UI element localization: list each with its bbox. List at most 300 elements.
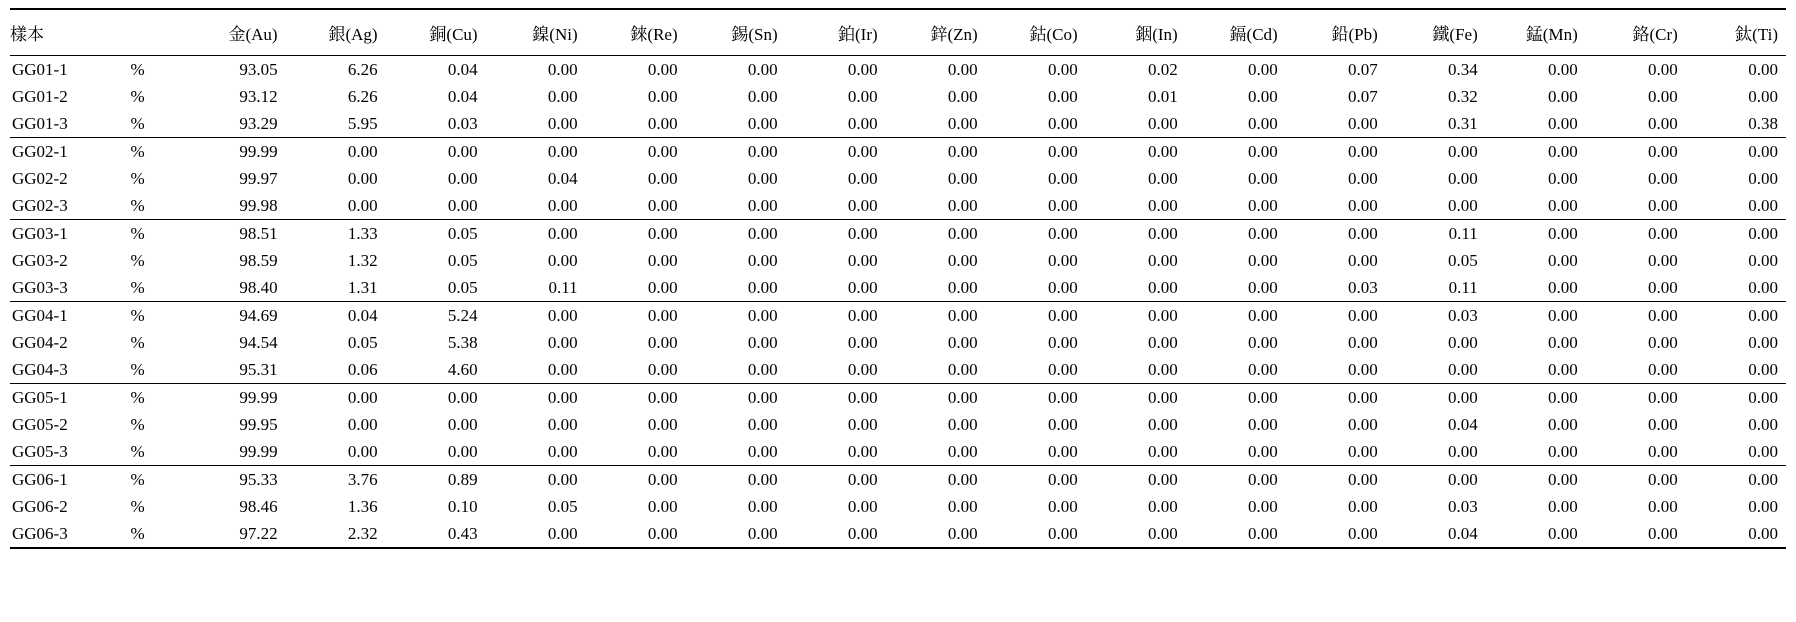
- cell-value: 95.33: [239, 469, 278, 489]
- cell-unit: %: [130, 223, 145, 243]
- cell-value: 0.00: [647, 86, 678, 106]
- cell-value: 0.05: [547, 496, 578, 516]
- cell-value: 0.00: [547, 141, 578, 161]
- cell-value: 0.00: [1347, 168, 1378, 188]
- cell-value: 0.00: [647, 250, 678, 270]
- cell-value: 0.00: [547, 387, 578, 407]
- cell-value: 0.00: [1686, 274, 1786, 302]
- cell-value: 0.00: [586, 274, 686, 302]
- cell-value: 0.00: [1247, 141, 1278, 161]
- cell-value: 98.59: [239, 250, 278, 270]
- cell-value: 0.07: [1347, 59, 1378, 79]
- cell-unit: %: [130, 469, 145, 489]
- cell-value: 0.00: [486, 356, 586, 384]
- cell-value: 0.00: [647, 496, 678, 516]
- cell-value: 0.00: [586, 356, 686, 384]
- cell-value: 99.99: [184, 438, 286, 466]
- cell-value: 0.00: [1448, 469, 1478, 489]
- cell-value: 0.00: [786, 356, 886, 384]
- cell-value: 0.00: [886, 438, 986, 466]
- cell-value: 0.00: [1648, 141, 1678, 161]
- cell-value: 0.00: [447, 168, 478, 188]
- cell-value: 0.00: [1347, 141, 1378, 161]
- cell-value: 0.00: [947, 59, 978, 79]
- cell-sample-id: GG05-2: [12, 414, 68, 434]
- table-row: [10, 493, 1786, 520]
- cell-value: 0.00: [1686, 520, 1786, 548]
- cell-value: 0.00: [1448, 168, 1478, 188]
- cell-sample-id: GG05-1: [12, 387, 68, 407]
- column-header-ag: 銀(Ag): [286, 9, 386, 56]
- cell-value: 0.00: [686, 110, 786, 138]
- cell-value: 0.03: [1448, 496, 1478, 516]
- cell-value: 0.00: [747, 469, 778, 489]
- cell-value: 3.76: [347, 469, 378, 489]
- cell-unit: %: [130, 168, 145, 188]
- cell-sample-id: GG04-2: [12, 332, 68, 352]
- cell-value: 0.00: [586, 110, 686, 138]
- cell-value: 0.00: [647, 387, 678, 407]
- cell-value: 0.00: [647, 168, 678, 188]
- cell-value: 0.00: [1748, 168, 1778, 188]
- cell-value: 0.00: [986, 110, 1086, 138]
- cell-value: 0.00: [1286, 110, 1386, 138]
- cell-sample-id: GG01-3: [10, 110, 130, 138]
- cell-value: 0.00: [1047, 469, 1078, 489]
- table-header: [10, 9, 1786, 56]
- cell-value: 0.00: [747, 168, 778, 188]
- column-header-mn: 錳(Mn): [1486, 9, 1586, 56]
- cell-value: 0.05: [1448, 250, 1478, 270]
- cell-value: 0.00: [1247, 59, 1278, 79]
- cell-value: 0.00: [1086, 274, 1186, 302]
- cell-unit: %: [130, 305, 145, 325]
- table-row: [10, 329, 1786, 356]
- cell-value: 0.00: [847, 387, 878, 407]
- cell-value: 0.00: [686, 438, 786, 466]
- cell-value: 0.00: [1186, 110, 1286, 138]
- cell-value: 0.00: [686, 274, 786, 302]
- cell-value: 0.00: [1648, 223, 1678, 243]
- cell-value: 0.00: [947, 469, 978, 489]
- cell-value: 0.06: [286, 356, 386, 384]
- column-header-cd: 鎘(Cd): [1186, 9, 1286, 56]
- cell-value: 0.00: [1247, 332, 1278, 352]
- cell-value: 0.01: [1147, 86, 1178, 106]
- cell-value: 0.00: [1648, 305, 1678, 325]
- cell-value: 0.00: [647, 223, 678, 243]
- cell-value: 0.00: [1247, 250, 1278, 270]
- table-header-row: [10, 9, 1786, 56]
- table-row: [10, 138, 1786, 166]
- cell-value: 0.00: [1147, 141, 1178, 161]
- cell-value: 0.00: [947, 332, 978, 352]
- composition-table: [10, 8, 1786, 549]
- cell-unit: %: [130, 59, 145, 79]
- cell-value: 0.00: [1548, 469, 1578, 489]
- cell-value: 0.00: [347, 168, 378, 188]
- cell-value: 0.11: [486, 274, 586, 302]
- cell-value: 0.00: [947, 496, 978, 516]
- cell-value: 0.00: [386, 192, 486, 220]
- cell-value: 0.00: [747, 223, 778, 243]
- column-header-pb: 鉛(Pb): [1286, 9, 1386, 56]
- cell-value: 0.00: [847, 141, 878, 161]
- cell-value: 0.00: [1086, 438, 1186, 466]
- cell-value: 0.00: [1586, 356, 1686, 384]
- cell-value: 0.00: [1247, 387, 1278, 407]
- cell-value: 0.00: [1586, 110, 1686, 138]
- cell-value: 0.00: [647, 332, 678, 352]
- cell-value: 0.00: [747, 387, 778, 407]
- cell-value: 0.89: [447, 469, 478, 489]
- cell-sample-id: GG03-2: [12, 250, 68, 270]
- cell-value: 0.00: [447, 141, 478, 161]
- cell-value: 0.00: [1247, 496, 1278, 516]
- cell-unit: %: [130, 141, 145, 161]
- cell-value: 0.38: [1686, 110, 1786, 138]
- cell-value: 0.00: [886, 274, 986, 302]
- cell-value: 0.00: [1047, 223, 1078, 243]
- cell-value: 0.00: [1648, 250, 1678, 270]
- column-header-ni: 鎳(Ni): [486, 9, 586, 56]
- cell-value: 0.00: [1186, 274, 1286, 302]
- cell-value: 0.34: [1448, 59, 1478, 79]
- table-row: [10, 411, 1786, 438]
- cell-value: 0.00: [1147, 332, 1178, 352]
- cell-value: 0.04: [547, 168, 578, 188]
- cell-value: 0.00: [1648, 59, 1678, 79]
- cell-value: 0.00: [1586, 520, 1686, 548]
- cell-value: 0.00: [947, 414, 978, 434]
- cell-value: 0.00: [747, 496, 778, 516]
- cell-value: 0.00: [1548, 305, 1578, 325]
- cell-value: 0.00: [1548, 168, 1578, 188]
- cell-value: 0.00: [586, 438, 686, 466]
- cell-value: 0.00: [747, 250, 778, 270]
- cell-value: 0.00: [886, 356, 986, 384]
- cell-value: 94.69: [239, 305, 278, 325]
- cell-value: 0.00: [1247, 414, 1278, 434]
- cell-value: 0.00: [1548, 414, 1578, 434]
- cell-value: 94.54: [239, 332, 278, 352]
- cell-value: 0.00: [847, 250, 878, 270]
- table-row: [10, 56, 1786, 84]
- column-header-fe: 鐵(Fe): [1386, 9, 1486, 56]
- table-row: [10, 356, 1786, 384]
- cell-value: 1.31: [286, 274, 386, 302]
- cell-value: 0.00: [1548, 59, 1578, 79]
- cell-value: 0.00: [1047, 86, 1078, 106]
- cell-value: 0.00: [1548, 250, 1578, 270]
- cell-value: 0.00: [1147, 387, 1178, 407]
- column-header-cr: 鉻(Cr): [1586, 9, 1686, 56]
- cell-value: 0.00: [1247, 305, 1278, 325]
- cell-value: 0.00: [1648, 86, 1678, 106]
- cell-value: 0.00: [1286, 356, 1386, 384]
- cell-value: 0.00: [647, 414, 678, 434]
- cell-value: 0.00: [747, 332, 778, 352]
- cell-value: 0.00: [1748, 414, 1778, 434]
- cell-value: 0.07: [1347, 86, 1378, 106]
- cell-unit: %: [130, 274, 183, 302]
- cell-value: 0.02: [1147, 59, 1178, 79]
- cell-value: 0.00: [1648, 387, 1678, 407]
- cell-value: 0.00: [947, 168, 978, 188]
- cell-value: 98.51: [239, 223, 278, 243]
- cell-value: 0.00: [1548, 141, 1578, 161]
- cell-value: 0.00: [1347, 387, 1378, 407]
- cell-value: 93.29: [184, 110, 286, 138]
- cell-value: 0.04: [1448, 414, 1478, 434]
- cell-unit: %: [130, 110, 183, 138]
- cell-value: 0.00: [286, 192, 386, 220]
- cell-value: 0.00: [1286, 192, 1386, 220]
- cell-value: 0.00: [747, 59, 778, 79]
- cell-value: 0.00: [947, 223, 978, 243]
- cell-value: 0.00: [547, 59, 578, 79]
- table-row: [10, 83, 1786, 110]
- cell-value: 0.00: [947, 250, 978, 270]
- cell-value: 0.00: [1186, 438, 1286, 466]
- cell-value: 0.00: [1186, 356, 1286, 384]
- cell-value: 0.00: [647, 141, 678, 161]
- cell-value: 0.00: [1448, 141, 1478, 161]
- cell-value: 98.40: [184, 274, 286, 302]
- cell-value: 0.00: [986, 274, 1086, 302]
- cell-value: 0.00: [986, 438, 1086, 466]
- column-header-sn: 錫(Sn): [686, 9, 786, 56]
- cell-value: 0.00: [1286, 438, 1386, 466]
- cell-value: 0.00: [547, 86, 578, 106]
- cell-sample-id: GG02-1: [12, 141, 68, 161]
- cell-value: 0.00: [1648, 168, 1678, 188]
- cell-value: 0.00: [547, 414, 578, 434]
- cell-value: 0.00: [886, 192, 986, 220]
- cell-value: 0.00: [1186, 520, 1286, 548]
- cell-value: 0.04: [1386, 520, 1486, 548]
- cell-sample-id: GG04-1: [12, 305, 68, 325]
- cell-value: 0.00: [1648, 414, 1678, 434]
- cell-sample-id: GG02-3: [10, 192, 130, 220]
- cell-value: 0.00: [886, 110, 986, 138]
- cell-value: 99.98: [184, 192, 286, 220]
- cell-value: 0.00: [547, 223, 578, 243]
- cell-value: 0.00: [686, 356, 786, 384]
- table-body: [10, 56, 1786, 549]
- cell-value: 0.00: [1147, 168, 1178, 188]
- cell-value: 0.00: [947, 387, 978, 407]
- table-row: [10, 302, 1786, 330]
- table-row: [10, 466, 1786, 494]
- cell-value: 0.00: [747, 305, 778, 325]
- cell-value: 0.00: [1586, 192, 1686, 220]
- cell-value: 0.00: [847, 305, 878, 325]
- cell-value: 0.00: [347, 387, 378, 407]
- cell-value: 0.00: [1686, 192, 1786, 220]
- cell-value: 0.00: [1748, 86, 1778, 106]
- cell-value: 0.00: [1086, 356, 1186, 384]
- cell-value: 0.00: [1648, 469, 1678, 489]
- cell-value: 0.00: [786, 110, 886, 138]
- cell-value: 0.00: [747, 414, 778, 434]
- cell-value: 0.00: [747, 86, 778, 106]
- cell-value: 95.31: [184, 356, 286, 384]
- cell-value: 0.00: [1247, 469, 1278, 489]
- cell-value: 0.00: [847, 332, 878, 352]
- cell-value: 0.00: [686, 192, 786, 220]
- cell-value: 0.04: [447, 59, 478, 79]
- column-header-in: 銦(In): [1086, 9, 1186, 56]
- cell-value: 99.97: [239, 168, 278, 188]
- cell-value: 0.00: [1047, 305, 1078, 325]
- column-header-cu: 銅(Cu): [386, 9, 486, 56]
- cell-value: 0.04: [447, 86, 478, 106]
- cell-value: 0.31: [1386, 110, 1486, 138]
- cell-value: 0.43: [386, 520, 486, 548]
- cell-value: 0.00: [1247, 223, 1278, 243]
- column-header-re: 錸(Re): [586, 9, 686, 56]
- cell-value: 0.00: [1748, 250, 1778, 270]
- cell-value: 0.00: [1147, 469, 1178, 489]
- cell-value: 0.00: [847, 168, 878, 188]
- cell-value: 0.00: [1748, 332, 1778, 352]
- cell-value: 0.00: [1286, 520, 1386, 548]
- cell-value: 0.00: [1748, 496, 1778, 516]
- cell-value: 0.00: [447, 387, 478, 407]
- column-header-au: 金(Au): [184, 9, 286, 56]
- cell-value: 0.00: [786, 438, 886, 466]
- column-header-sample: 樣本: [10, 9, 130, 56]
- cell-sample-id: GG06-1: [12, 469, 68, 489]
- cell-sample-id: GG03-3: [10, 274, 130, 302]
- cell-value: 0.00: [1548, 223, 1578, 243]
- cell-value: 0.00: [947, 86, 978, 106]
- cell-unit: %: [130, 387, 145, 407]
- cell-value: 0.05: [447, 223, 478, 243]
- cell-value: 0.00: [686, 520, 786, 548]
- table-row: [10, 110, 1786, 138]
- cell-value: 0.00: [347, 141, 378, 161]
- cell-value: 0.00: [1047, 250, 1078, 270]
- table-row: [10, 192, 1786, 220]
- cell-value: 0.00: [486, 438, 586, 466]
- cell-value: 0.05: [447, 250, 478, 270]
- cell-value: 0.05: [347, 332, 378, 352]
- cell-value: 0.00: [847, 86, 878, 106]
- cell-value: 0.00: [486, 192, 586, 220]
- cell-unit: %: [130, 192, 183, 220]
- cell-value: 0.11: [1386, 274, 1486, 302]
- cell-unit: %: [130, 86, 145, 106]
- cell-value: 0.32: [1448, 86, 1478, 106]
- column-header-unit: [130, 9, 183, 56]
- cell-value: 0.00: [847, 496, 878, 516]
- cell-value: 0.00: [1386, 356, 1486, 384]
- cell-value: 0.00: [1147, 305, 1178, 325]
- cell-value: 0.04: [347, 305, 378, 325]
- cell-value: 0.00: [286, 438, 386, 466]
- cell-value: 0.00: [647, 469, 678, 489]
- cell-value: 0.00: [1748, 305, 1778, 325]
- cell-value: 0.00: [1086, 110, 1186, 138]
- cell-value: 0.00: [1147, 414, 1178, 434]
- cell-value: 2.32: [286, 520, 386, 548]
- column-header-zn: 鋅(Zn): [886, 9, 986, 56]
- cell-value: 0.00: [847, 469, 878, 489]
- cell-value: 0.00: [1047, 414, 1078, 434]
- cell-value: 0.00: [1486, 438, 1586, 466]
- cell-value: 0.00: [1548, 387, 1578, 407]
- cell-value: 0.00: [1748, 223, 1778, 243]
- cell-value: 0.00: [1047, 496, 1078, 516]
- cell-value: 0.00: [1347, 469, 1378, 489]
- cell-value: 0.00: [1247, 168, 1278, 188]
- cell-unit: %: [130, 250, 145, 270]
- cell-value: 0.10: [447, 496, 478, 516]
- cell-value: 0.00: [747, 141, 778, 161]
- cell-value: 0.00: [586, 520, 686, 548]
- cell-value: 0.00: [1247, 86, 1278, 106]
- cell-value: 0.00: [1047, 59, 1078, 79]
- cell-value: 0.00: [1648, 332, 1678, 352]
- cell-value: 5.24: [447, 305, 478, 325]
- cell-value: 0.00: [386, 438, 486, 466]
- cell-value: 0.00: [347, 414, 378, 434]
- cell-value: 0.00: [547, 250, 578, 270]
- cell-value: 6.26: [347, 86, 378, 106]
- cell-value: 0.00: [1347, 250, 1378, 270]
- cell-value: 0.00: [586, 192, 686, 220]
- cell-value: 0.00: [1586, 274, 1686, 302]
- table-row: [10, 274, 1786, 302]
- cell-value: 99.95: [239, 414, 278, 434]
- cell-value: 0.00: [1347, 414, 1378, 434]
- cell-value: 0.00: [647, 305, 678, 325]
- cell-sample-id: GG03-1: [12, 223, 68, 243]
- cell-unit: %: [130, 438, 183, 466]
- cell-value: 93.12: [239, 86, 278, 106]
- cell-value: 0.00: [1586, 438, 1686, 466]
- cell-value: 93.05: [239, 59, 278, 79]
- cell-sample-id: GG01-2: [12, 86, 68, 106]
- cell-value: 0.00: [786, 520, 886, 548]
- cell-value: 0.03: [1448, 305, 1478, 325]
- cell-value: 0.00: [1686, 356, 1786, 384]
- cell-value: 0.00: [1486, 356, 1586, 384]
- cell-value: 0.00: [1686, 438, 1786, 466]
- cell-value: 0.00: [847, 414, 878, 434]
- cell-value: 0.00: [1748, 469, 1778, 489]
- cell-value: 0.05: [386, 274, 486, 302]
- cell-value: 0.00: [1748, 59, 1778, 79]
- cell-value: 0.11: [1448, 223, 1478, 243]
- cell-value: 0.00: [847, 59, 878, 79]
- cell-value: 0.00: [1347, 305, 1378, 325]
- cell-value: 0.00: [986, 520, 1086, 548]
- cell-value: 0.00: [786, 192, 886, 220]
- cell-value: 0.00: [547, 305, 578, 325]
- cell-value: 0.00: [1486, 110, 1586, 138]
- column-header-ir: 鉑(Ir): [786, 9, 886, 56]
- cell-value: 0.00: [947, 141, 978, 161]
- cell-value: 0.00: [1047, 332, 1078, 352]
- cell-value: 0.00: [1347, 332, 1378, 352]
- cell-value: 0.00: [1147, 496, 1178, 516]
- table-row: [10, 520, 1786, 548]
- cell-value: 99.99: [239, 141, 278, 161]
- cell-unit: %: [130, 356, 183, 384]
